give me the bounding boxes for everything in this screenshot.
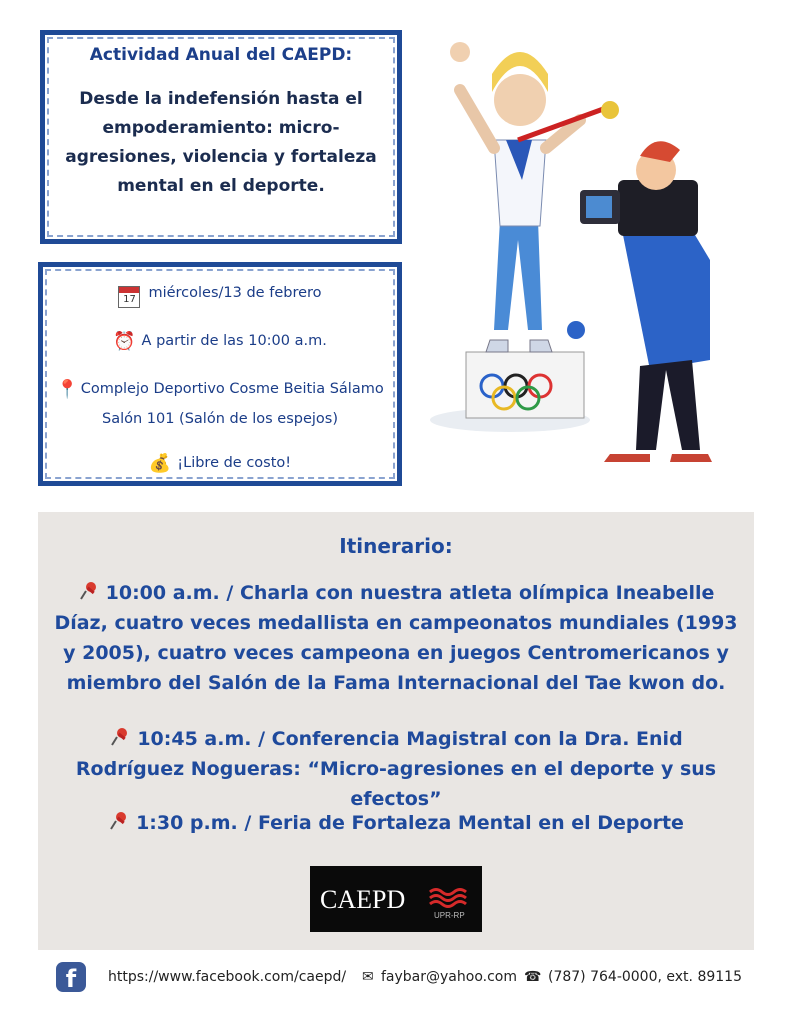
pushpin-icon (108, 810, 130, 832)
pushpin-icon (78, 580, 100, 602)
svg-text:UPR-RP: UPR-RP (434, 911, 465, 920)
phone-number: (787) 764-0000, ext. 89115 (548, 969, 742, 985)
location-row (43, 379, 397, 400)
event-location: Complejo Deportivo Cosme Beitia Sálamo (80, 381, 384, 397)
location-room: Salón 101 (Salón de los espejos) (101, 411, 339, 427)
cost-row (43, 453, 397, 474)
alarm-clock-icon: ⏰ (113, 331, 136, 352)
pushpin-icon (109, 726, 131, 748)
itinerary-heading: Itinerario: (339, 534, 453, 558)
caepd-logo-graphic (310, 866, 482, 932)
athlete-illustration (430, 30, 760, 492)
svg-text:CAEPD: CAEPD (320, 885, 406, 914)
caepd-logo (310, 866, 482, 932)
itinerary-item: 10:00 a.m. / Charla con nuestra atleta olímpica Ineabelle Díaz, cuatro veces medallista en campeonatos mundiales (1993 y 2005), cuatro veces campeona en juegos Centromericanos y miembro del Salón de la Fama Internacional del Tae kwon do. (54, 582, 738, 694)
itinerary-item: 10:45 a.m. / Conferencia Magistral con la Dra. Enid Rodríguez Nogueras: “Micro-agresiones en el deporte y sus efectos” (75, 728, 717, 810)
itinerary-item: 1:30 p.m. / Feria de Fortaleza Mental en el Deporte (52, 808, 740, 838)
phone-icon: ☎ (524, 969, 542, 985)
calendar-icon: 17 (118, 286, 140, 308)
location-pin-icon: 📍 (56, 379, 79, 400)
event-time: A partir de las 10:00 a.m. (141, 333, 327, 349)
title-box (40, 30, 402, 244)
date-row (43, 285, 397, 308)
email-link[interactable]: faybar@yahoo.com (381, 969, 517, 985)
envelope-icon: ✉ (362, 969, 374, 985)
event-heading: Actividad Anual del CAEPD: (89, 45, 353, 65)
facebook-link[interactable]: https://www.facebook.com/caepd/ (108, 969, 347, 985)
money-bag-icon: 💰 (148, 453, 172, 474)
itinerary-panel (38, 512, 754, 950)
time-row (43, 331, 397, 352)
event-date: miércoles/13 de febrero (148, 285, 322, 301)
event-info-box (38, 262, 402, 486)
contact-footer (0, 960, 791, 1000)
facebook-icon[interactable]: f (56, 962, 86, 992)
event-cost: ¡Libre de costo! (177, 455, 292, 471)
event-subtitle: Desde la indefensión hasta el empoderamiento: micro-agresiones, violencia y fortaleza mental en el deporte. (65, 89, 377, 196)
